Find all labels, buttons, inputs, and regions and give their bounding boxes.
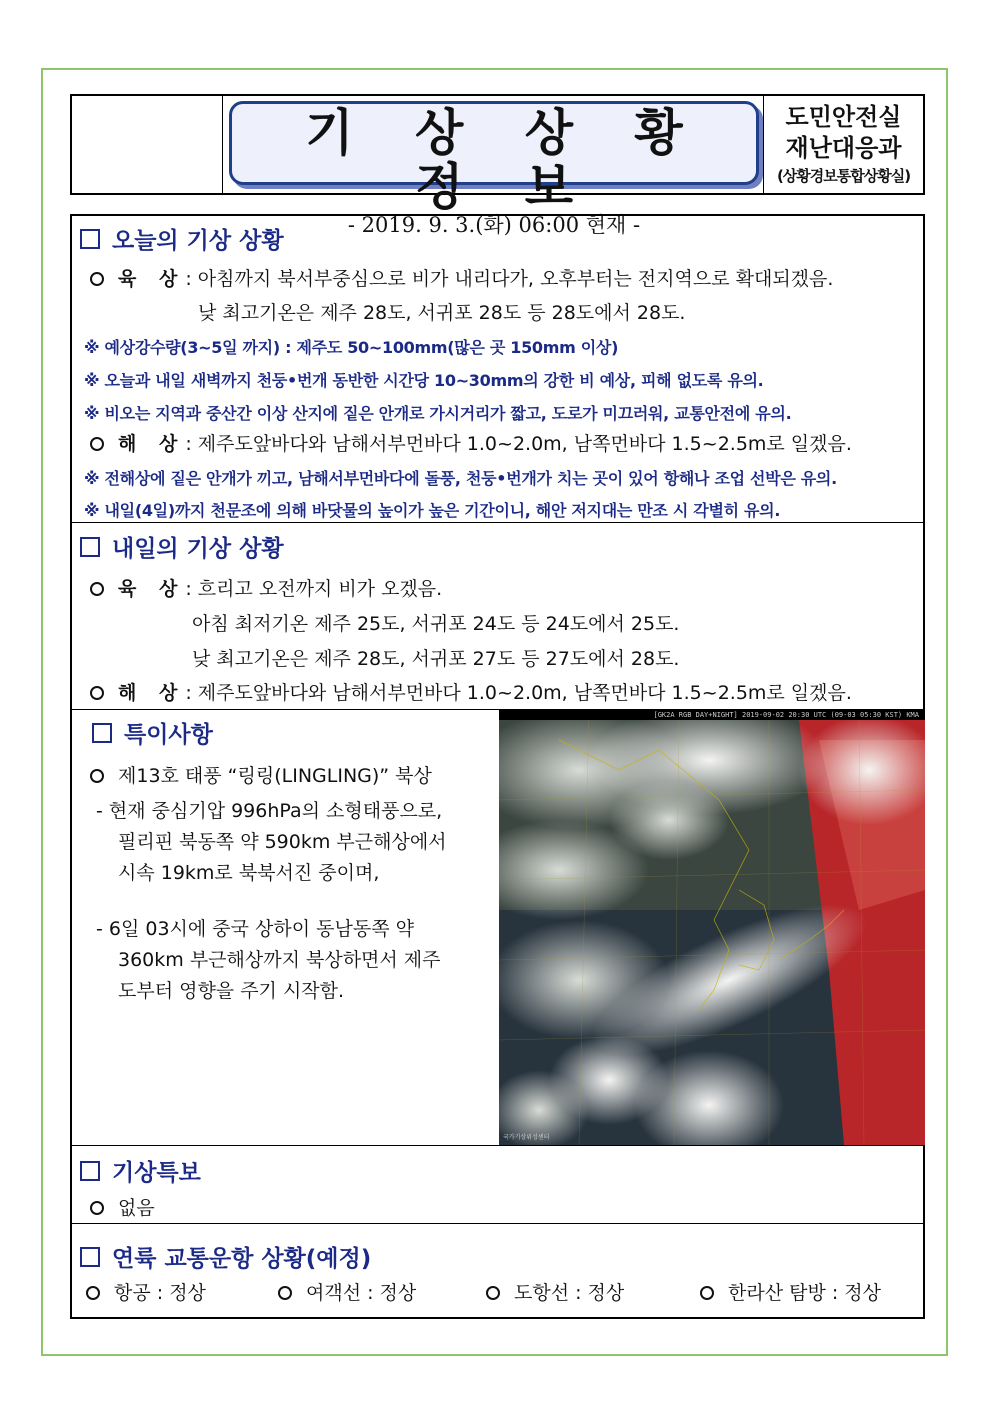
today-land-label: 육 상 <box>118 268 186 290</box>
traffic-hallasan: 한라산 탐방 : 정상 <box>700 1278 881 1305</box>
circle-bullet-icon <box>278 1286 292 1300</box>
tomorrow-min-temp: 아침 최저기온 제주 25도, 서귀포 24도 등 24도에서 25도. <box>192 613 680 635</box>
today-sea-text: : 제주도앞바다와 남해서부먼바다 1.0~2.0m, 남쪽먼바다 1.5~2.5m로 일겠음. <box>185 433 852 455</box>
today-note-fog: ※ 비오는 지역과 중산간 이상 산지에 짙은 안개로 가시거리가 짧고, 도로가 미끄러워, 교통안전에 유의. <box>84 404 792 423</box>
typhoon-status-paragraph: - 현재 중심기압 996hPa의 소형태풍으로, 필리핀 북동쪽 약 590km 부근해상에서 시속 19km로 북북서진 중이며, <box>96 800 447 884</box>
checkbox-square-icon <box>80 1247 100 1267</box>
today-land-temp: 낮 최고기온은 제주 28도, 서귀포 28도 등 28도에서 28도. <box>198 302 686 324</box>
satellite-caption: [GK2A RGB DAY+NIGHT] 2019-09-02 20:30 UTC (09-03 05:30 KST) KMA <box>499 710 925 720</box>
circle-bullet-icon <box>86 1286 100 1300</box>
checkbox-square-icon <box>80 1161 100 1181</box>
divider <box>72 1145 923 1146</box>
page-title: 기 상 상 황 정 보 <box>305 104 705 216</box>
tomorrow-land-label: 육 상 <box>118 578 186 600</box>
satellite-credit: 국가기상위성센터 <box>503 1134 550 1141</box>
today-note-tide: ※ 내일(4일)까지 천문조에 의해 바닷물의 높이가 높은 기간이니, 해안 저지대는 만조 시 각별히 유의. <box>84 501 781 520</box>
today-note-heavy-rain: ※ 오늘과 내일 새벽까지 천둥•번개 동반한 시간당 10~30mm의 강한 비 예상, 피해 없도록 유의. <box>84 371 764 390</box>
circle-bullet-icon <box>90 686 104 700</box>
content-box <box>70 214 925 1319</box>
today-section-title: 오늘의 기상 상황 <box>80 222 284 255</box>
circle-bullet-icon <box>90 1201 104 1215</box>
org-line-3: (상황경보통합상황실) <box>776 167 911 185</box>
traffic-air: 항공 : 정상 <box>86 1278 206 1305</box>
warning-value: 없음 <box>90 1193 155 1220</box>
typhoon-forecast-paragraph: - 6일 03시에 중국 상하이 동남동쪽 약 360km 부근해상까지 북상하면서 제주 도부터 영향을 주기 시작함. <box>96 918 441 1002</box>
satellite-image <box>499 710 925 1145</box>
org-line-1: 도민안전실 <box>785 103 902 131</box>
checkbox-square-icon <box>80 537 100 557</box>
report-date: - 2019. 9. 3.(화) 06:00 현재 - <box>347 213 641 237</box>
org-line-2: 재난대응과 <box>785 134 902 162</box>
circle-bullet-icon <box>90 769 104 783</box>
tomorrow-land-text: : 흐리고 오전까지 비가 오겠음. <box>185 578 443 600</box>
warning-section-title: 기상특보 <box>80 1154 201 1187</box>
satellite-image-graphic <box>499 710 925 1145</box>
traffic-island-ferry: 도항선 : 정상 <box>486 1278 624 1305</box>
tomorrow-sea-label: 해 상 <box>118 682 186 704</box>
checkbox-square-icon <box>80 229 100 249</box>
tomorrow-section-title: 내일의 기상 상황 <box>80 530 284 563</box>
org-cell <box>763 96 923 193</box>
tomorrow-sea-text: : 제주도앞바다와 남해서부먼바다 1.0~2.0m, 남쪽먼바다 1.5~2.5m로 일겠음. <box>185 682 852 704</box>
circle-bullet-icon <box>90 437 104 451</box>
tomorrow-max-temp: 낮 최고기온은 제주 28도, 서귀포 27도 등 27도에서 28도. <box>192 648 680 670</box>
traffic-ferry: 여객선 : 정상 <box>278 1278 416 1305</box>
tomorrow-land-line <box>90 574 442 601</box>
today-sea-line <box>90 429 852 456</box>
divider <box>72 1223 923 1224</box>
today-note-sea-fog: ※ 전해상에 짙은 안개가 끼고, 남해서부먼바다에 돌풍, 천둥•번개가 치는 곳이 있어 항해나 조업 선박은 유의. <box>84 469 837 488</box>
today-note-rainfall: ※ 예상강수량(3~5일 까지) : 제주도 50~100mm(많은 곳 150mm 이상) <box>84 338 619 357</box>
title-badge <box>229 101 759 237</box>
divider <box>72 522 923 523</box>
traffic-section-title: 연륙 교통운항 상황(예정) <box>80 1240 371 1273</box>
header-empty-cell <box>72 96 223 193</box>
tomorrow-sea-line <box>90 678 852 705</box>
circle-bullet-icon <box>90 272 104 286</box>
typhoon-item: 제13호 태풍 “링링(LINGLING)” 북상 <box>90 761 432 788</box>
header-table <box>70 94 925 237</box>
circle-bullet-icon <box>90 582 104 596</box>
special-section-title: 특이사항 <box>92 716 213 749</box>
today-land-text: : 아침까지 북서부중심으로 비가 내리다가, 오후부터는 전지역으로 확대되겠음. <box>185 268 834 290</box>
today-sea-label: 해 상 <box>118 433 186 455</box>
today-land-line <box>90 264 833 291</box>
circle-bullet-icon <box>700 1286 714 1300</box>
checkbox-square-icon <box>92 723 112 743</box>
circle-bullet-icon <box>486 1286 500 1300</box>
